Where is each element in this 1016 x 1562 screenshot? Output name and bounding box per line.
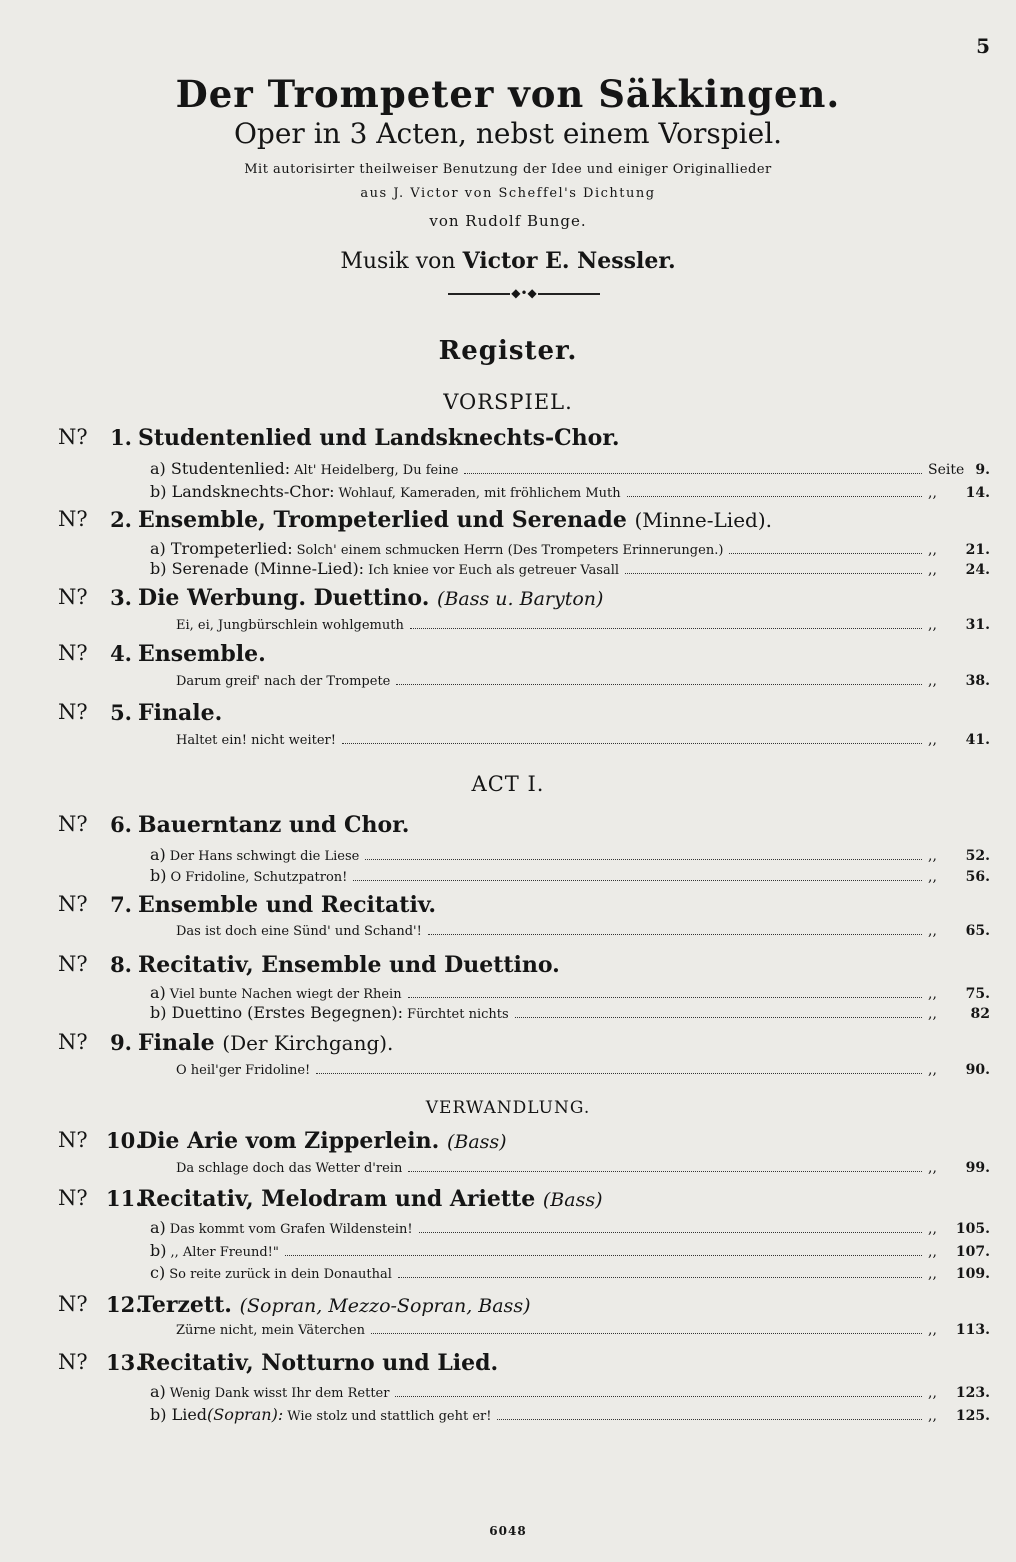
entry-lead	[150, 539, 293, 558]
entry-page-number: 31.	[965, 617, 990, 633]
number-title-text: Ensemble und Recitativ.	[138, 892, 437, 918]
number-title-text: Bauerntanz und Chor.	[138, 812, 410, 838]
entry-page	[928, 1266, 990, 1282]
register-number-row	[0, 952, 1016, 982]
entry-page	[928, 1006, 990, 1022]
entry-lead-text: b)	[150, 866, 167, 885]
entry-text: Alt' Heidelberg, Du feine	[294, 463, 459, 478]
entry-page-prefix: ,,	[928, 732, 937, 748]
entry-page-prefix: ,,	[928, 986, 937, 1002]
number-title-text: Ensemble.	[138, 641, 266, 667]
section-act-1: ACT I.	[471, 772, 545, 796]
number-value: 3.	[110, 585, 132, 610]
entry-lead	[150, 1241, 166, 1260]
entry-page	[928, 673, 990, 689]
number-value: 9.	[110, 1030, 132, 1055]
entry-page-number: 90.	[965, 1062, 990, 1078]
page-number: 5	[976, 34, 990, 58]
entry-text: Wohlauf, Kameraden, mit fröhlichem Muth	[338, 486, 621, 501]
number-title	[138, 952, 560, 978]
entry-text: Solch' einem schmucken Herrn (Des Trompeters Erinnerungen.)	[296, 543, 724, 558]
entry-page	[928, 1408, 990, 1424]
entry-page-prefix: ,,	[928, 1244, 937, 1260]
entry-lead	[150, 983, 166, 1002]
register-number-row	[0, 1186, 1016, 1216]
entry-lead	[150, 482, 335, 501]
entry-text: Zürne nicht, mein Väterchen	[176, 1323, 365, 1338]
register-entry	[172, 1160, 990, 1180]
entry-page-number: 14.	[965, 485, 990, 501]
number-title	[138, 1186, 603, 1212]
entry-text: So reite zurück in dein Donauthal	[169, 1267, 392, 1282]
entry-lead-text: b) Serenade (Minne-Lied):	[150, 559, 365, 578]
entry-page-number: 52.	[965, 848, 990, 864]
entry-lead	[150, 1263, 165, 1282]
music-prefix: Musik von	[340, 249, 456, 274]
entry-page-prefix: ,,	[928, 1322, 937, 1338]
number-title	[138, 892, 436, 918]
number-value: 11.	[106, 1186, 143, 1211]
number-sign: N?	[58, 1128, 88, 1152]
entry-page-prefix: ,,	[928, 923, 937, 939]
number-title	[138, 1128, 507, 1154]
number-title-text: Die Werbung. Duettino.	[138, 585, 430, 611]
entry-text: Ich kniee vor Euch als getreuer Vasall	[368, 563, 620, 578]
entry-page	[928, 923, 990, 939]
dot-leader	[408, 1171, 922, 1172]
number-sign: N?	[58, 585, 88, 609]
entry-page	[928, 1244, 990, 1260]
plate-number: 6048	[489, 1524, 527, 1538]
entry-lead	[150, 845, 166, 864]
entry-lead-text: a) Trompeterlied:	[150, 539, 293, 558]
entry-page-prefix: ,,	[928, 1408, 937, 1424]
entry-lead-text: a) Studentenlied:	[150, 459, 291, 478]
register-number-row	[0, 700, 1016, 730]
entry-lead-text: c)	[150, 1263, 166, 1282]
number-title	[138, 507, 772, 533]
entry-page-number: 123.	[955, 1385, 990, 1401]
entry-lead	[150, 1218, 166, 1237]
number-title-sub: (Minne-Lied).	[634, 508, 772, 532]
entry-page	[928, 617, 990, 633]
entry-text: Haltet ein! nicht weiter!	[176, 733, 336, 748]
entry-text: O heil'ger Fridoline!	[176, 1063, 311, 1078]
dot-leader	[497, 1419, 922, 1420]
section-vorspiel: VORSPIEL.	[443, 390, 573, 414]
register-number-row	[0, 1350, 1016, 1380]
entry-lead-text: a)	[150, 845, 166, 864]
entry-page	[928, 1221, 990, 1237]
entry-lead	[150, 866, 166, 885]
entry-text: ,, Alter Freund!"	[170, 1245, 279, 1260]
number-title-text: Studentenlied und Landsknechts-Chor.	[138, 425, 620, 451]
number-sign: N?	[58, 812, 88, 836]
entry-lead-text: b) Duettino (Erstes Begegnen):	[150, 1003, 404, 1022]
dot-leader	[627, 496, 922, 497]
dot-leader	[398, 1277, 922, 1278]
number-sign: N?	[58, 425, 88, 449]
entry-page-number: 82	[970, 1006, 990, 1022]
register-entry	[172, 923, 990, 943]
register-entry	[172, 617, 990, 637]
number-title-voices: (Bass)	[542, 1189, 603, 1211]
entry-page-prefix: ,,	[928, 1006, 937, 1022]
register-entry	[150, 1405, 990, 1425]
entry-text: Ei, ei, Jungbürschlein wohlgemuth	[176, 618, 404, 633]
number-value: 4.	[110, 641, 132, 666]
entry-page-number: 125.	[955, 1408, 990, 1424]
entry-page-prefix: ,,	[928, 485, 937, 501]
dot-leader	[408, 997, 922, 998]
dot-leader	[371, 1333, 922, 1334]
register-number-row	[0, 1128, 1016, 1158]
entry-lead	[150, 1382, 166, 1401]
entry-page	[928, 1160, 990, 1176]
dot-leader	[464, 473, 922, 474]
register-entry	[172, 732, 990, 752]
number-title	[138, 1030, 393, 1056]
entry-lead-text: b) Landsknechts-Chor:	[150, 482, 335, 501]
entry-page	[928, 462, 990, 478]
entry-lead	[150, 1003, 403, 1022]
entry-text: Da schlage doch das Wetter d'rein	[176, 1161, 403, 1176]
register-number-row	[0, 425, 1016, 455]
register-entry	[150, 1003, 990, 1023]
register-entry	[150, 459, 990, 479]
page-title: Der Trompeter von Säkkingen.	[175, 72, 841, 116]
number-sign: N?	[58, 1186, 88, 1210]
entry-page-number: 56.	[965, 869, 990, 885]
entry-page-number: 41.	[965, 732, 990, 748]
register-entry	[172, 1322, 990, 1342]
music-credit	[0, 248, 1016, 274]
entry-page-number: 99.	[965, 1160, 990, 1176]
entry-page	[928, 1385, 990, 1401]
entry-page-prefix: ,,	[928, 1385, 937, 1401]
number-value: 8.	[110, 952, 132, 977]
entry-text: Das kommt vom Grafen Wildenstein!	[169, 1222, 413, 1237]
number-sign: N?	[58, 1030, 88, 1054]
number-sign: N?	[58, 641, 88, 665]
entry-text: Viel bunte Nachen wiegt der Rhein	[169, 987, 402, 1002]
entry-lead-text: a)	[150, 1382, 166, 1401]
register-entry	[150, 845, 990, 865]
entry-page-number: 75.	[965, 986, 990, 1002]
register-heading: Register.	[438, 336, 578, 366]
entry-page	[928, 562, 990, 578]
dot-leader	[365, 859, 922, 860]
register-entry	[150, 1382, 990, 1402]
entry-text: Das ist doch eine Sünd' und Schand'!	[176, 924, 422, 939]
number-title-text: Recitativ, Melodram und Ariette	[138, 1186, 536, 1212]
number-title	[138, 585, 603, 611]
register-entry	[150, 559, 990, 579]
entry-page	[928, 542, 990, 558]
register-entry	[150, 866, 990, 886]
number-sign: N?	[58, 892, 88, 916]
entry-page	[928, 485, 990, 501]
number-title-voices: (Bass)	[446, 1131, 507, 1153]
register-number-row	[0, 507, 1016, 537]
entry-page-number: 107.	[955, 1244, 990, 1260]
dot-leader	[410, 628, 922, 629]
number-sign: N?	[58, 1350, 88, 1374]
number-title-text: Recitativ, Ensemble und Duettino.	[138, 952, 560, 978]
register-entry	[172, 673, 990, 693]
register-number-row	[0, 1030, 1016, 1060]
register-number-row	[0, 585, 1016, 615]
number-title	[138, 641, 266, 667]
register-number-row	[0, 1292, 1016, 1322]
register-number-row	[0, 812, 1016, 842]
entry-page-number: 105.	[955, 1221, 990, 1237]
number-value: 6.	[110, 812, 132, 837]
dot-leader	[419, 1232, 922, 1233]
entry-page	[928, 848, 990, 864]
section-verwandlung: VERWANDLUNG.	[425, 1098, 591, 1118]
entry-text: Darum greif' nach der Trompete	[176, 674, 391, 689]
entry-page-prefix: Seite	[928, 462, 965, 478]
number-title	[138, 1350, 498, 1376]
entry-text: Der Hans schwingt die Liese	[169, 849, 360, 864]
entry-page	[928, 732, 990, 748]
entry-page-number: 113.	[955, 1322, 990, 1338]
dot-leader	[395, 1396, 922, 1397]
page-subtitle: Oper in 3 Acten, nebst einem Vorspiel.	[233, 117, 783, 150]
number-title-voices: (Bass u. Baryton)	[437, 588, 604, 610]
number-value: 5.	[110, 700, 132, 725]
credit-line-2: aus J. Victor von Scheffel's Dichtung	[360, 186, 656, 201]
entry-page-prefix: ,,	[928, 1221, 937, 1237]
register-entry	[150, 1241, 990, 1261]
dot-leader	[353, 880, 922, 881]
number-title	[138, 425, 620, 451]
entry-text: Wie stolz und stattlich geht er!	[287, 1409, 492, 1424]
dot-leader	[428, 934, 922, 935]
entry-page-prefix: ,,	[928, 1062, 937, 1078]
register-entry	[150, 1263, 990, 1283]
entry-lead-text: a)	[150, 1218, 166, 1237]
number-title-text: Die Arie vom Zipperlein.	[138, 1128, 440, 1154]
entry-lead-text: b) Lied	[150, 1405, 208, 1424]
entry-lead	[150, 459, 290, 478]
entry-page-number: 109.	[955, 1266, 990, 1282]
number-sign: N?	[58, 507, 88, 531]
entry-text: O Fridoline, Schutzpatron!	[170, 870, 348, 885]
number-title-text: Recitativ, Notturno und Lied.	[138, 1350, 499, 1376]
dot-leader	[625, 573, 922, 574]
number-title	[138, 700, 222, 726]
entry-lead	[150, 559, 364, 578]
entry-lead-text: a)	[150, 983, 166, 1002]
credit-line-3: von Rudolf Bunge.	[429, 212, 587, 230]
number-value: 2.	[110, 507, 132, 532]
entry-page-prefix: ,,	[928, 562, 937, 578]
number-title-voices: (Sopran, Mezzo-Sopran, Bass)	[239, 1295, 531, 1317]
number-value: 13.	[106, 1350, 143, 1375]
number-title-text: Finale.	[138, 700, 223, 726]
entry-page	[928, 1062, 990, 1078]
number-sign: N?	[58, 1292, 88, 1316]
entry-page-prefix: ,,	[928, 1160, 937, 1176]
entry-page	[928, 986, 990, 1002]
entry-lead	[150, 1405, 283, 1424]
number-title-sub: (Der Kirchgang).	[222, 1031, 394, 1055]
composer-name: Victor E. Nessler.	[462, 248, 676, 274]
entry-page-prefix: ,,	[928, 869, 937, 885]
register-number-row	[0, 641, 1016, 671]
entry-page-number: 21.	[965, 542, 990, 558]
number-value: 12.	[106, 1292, 143, 1317]
dot-leader	[285, 1255, 922, 1256]
entry-lead-italic: (Sopran):	[207, 1405, 284, 1424]
register-entry	[150, 482, 990, 502]
credit-line-1: Mit autorisirter theilweiser Benutzung der Idee und einiger Originallieder	[244, 162, 772, 177]
number-value: 7.	[110, 892, 132, 917]
number-title-text: Terzett.	[138, 1292, 232, 1318]
dot-leader	[729, 553, 922, 554]
entry-page-number: 9.	[975, 462, 990, 478]
dot-leader	[316, 1073, 922, 1074]
entry-page-number: 38.	[965, 673, 990, 689]
number-title	[138, 812, 409, 838]
number-value: 1.	[110, 425, 132, 450]
register-entry	[172, 1062, 990, 1082]
number-title	[138, 1292, 530, 1318]
number-title-text: Finale	[138, 1030, 215, 1056]
number-title-text: Ensemble, Trompeterlied und Serenade	[138, 507, 627, 533]
entry-page-prefix: ,,	[928, 848, 937, 864]
entry-text: Wenig Dank wisst Ihr dem Retter	[169, 1386, 390, 1401]
entry-page-number: 24.	[965, 562, 990, 578]
entry-page	[928, 869, 990, 885]
divider-ornament-icon: ◆•◆	[511, 286, 537, 300]
register-number-row	[0, 892, 1016, 922]
register-entry	[150, 1218, 990, 1238]
entry-page-prefix: ,,	[928, 1266, 937, 1282]
number-value: 10.	[106, 1128, 143, 1153]
entry-page-prefix: ,,	[928, 673, 937, 689]
entry-page	[928, 1322, 990, 1338]
entry-page-prefix: ,,	[928, 542, 937, 558]
number-sign: N?	[58, 700, 88, 724]
entry-page-number: 65.	[965, 923, 990, 939]
register-entry	[150, 983, 990, 1003]
entry-lead-text: b)	[150, 1241, 167, 1260]
entry-text: Fürchtet nichts	[407, 1007, 509, 1022]
register-entry	[150, 539, 990, 559]
dot-leader	[396, 684, 922, 685]
dot-leader	[515, 1017, 922, 1018]
dot-leader	[342, 743, 922, 744]
entry-page-prefix: ,,	[928, 617, 937, 633]
number-sign: N?	[58, 952, 88, 976]
